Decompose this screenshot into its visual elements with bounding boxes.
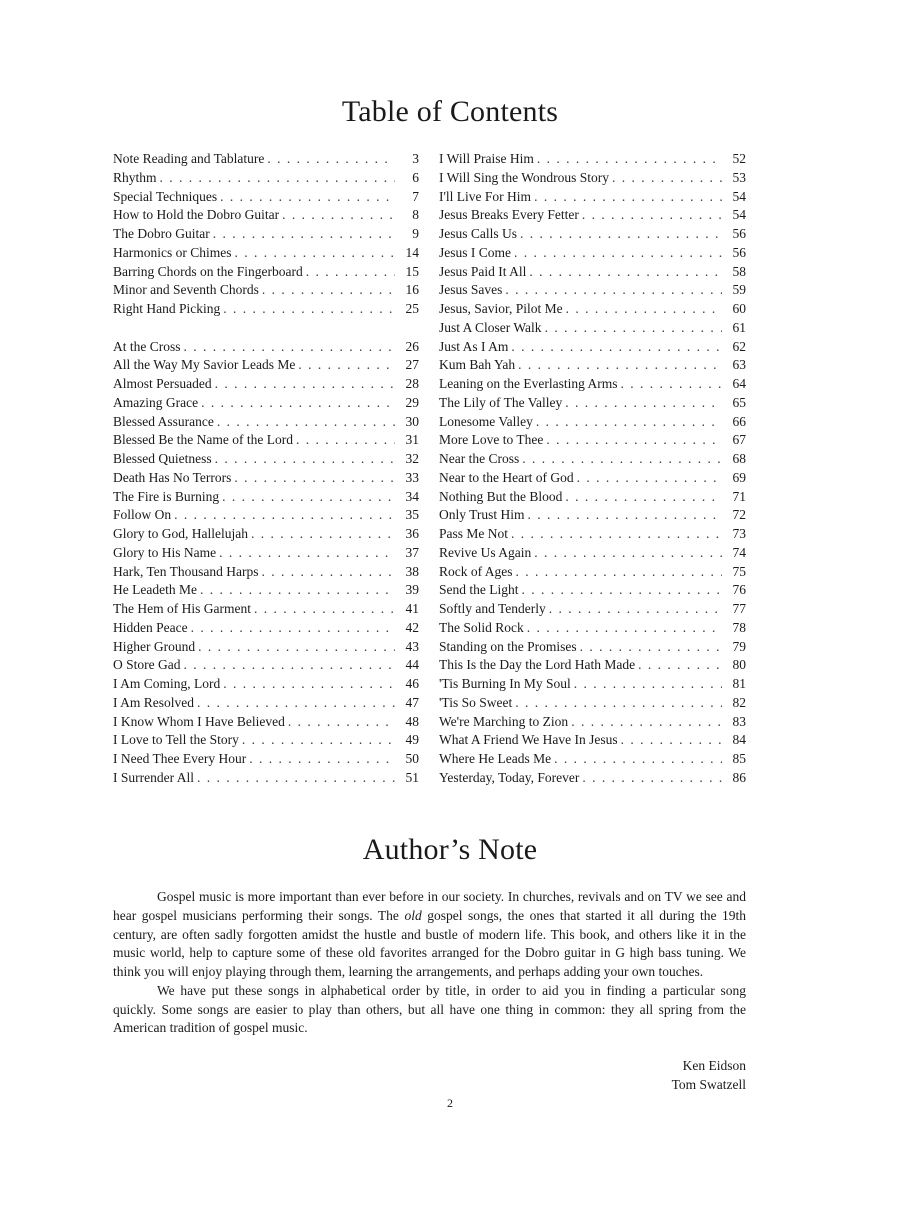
toc-entry-page: 65 <box>732 394 746 410</box>
toc-entry-title: Revive Us Again <box>439 544 532 560</box>
toc-entry-page: 85 <box>732 751 746 766</box>
toc-entry-page: 39 <box>405 582 419 598</box>
toc-entry <box>439 338 746 357</box>
toc-entry-page: 15 <box>405 263 419 279</box>
toc-entry-page: 86 <box>732 769 746 785</box>
toc-entry-page: 33 <box>405 469 419 485</box>
toc-entry-page: 80 <box>732 657 746 673</box>
toc-leader-dots <box>254 600 395 619</box>
toc-entry-title: Jesus Breaks Every Fetter <box>439 207 579 223</box>
toc-entry-title: Lonesome Valley <box>439 413 533 429</box>
toc-entry-title: Jesus I Come <box>439 244 511 260</box>
toc-leader-dots <box>571 713 722 732</box>
toc-entry-page: 16 <box>405 282 419 298</box>
toc-entry <box>439 281 746 300</box>
toc-entry-title: I Need Thee Every Hour <box>113 751 247 766</box>
toc-entry <box>439 244 746 263</box>
toc-leader-dots <box>518 356 722 375</box>
toc-leader-dots <box>298 356 395 375</box>
toc-entry-title: Rhythm <box>113 169 157 185</box>
toc-entry <box>113 338 419 357</box>
toc-entry-title: Standing on the Promises <box>439 638 577 654</box>
author-signature-1: Ken Eidson <box>682 1058 746 1073</box>
toc-entry-title: Where He Leads Me <box>439 751 552 766</box>
toc-leader-dots <box>516 563 723 582</box>
toc-entry <box>439 413 746 432</box>
toc-entry-title: At the Cross <box>113 338 181 354</box>
toc-entry-page: 82 <box>732 694 746 710</box>
toc-entry-title: Leaning on the Everlasting Arms <box>439 376 618 391</box>
toc-entry-title: The Solid Rock <box>439 619 524 635</box>
toc-entry-title: I Will Sing the Wondrous Story <box>439 169 610 185</box>
toc-entry-page: 83 <box>732 713 746 729</box>
toc-entry-page: 43 <box>405 638 419 654</box>
toc-entry-page: 37 <box>405 544 419 560</box>
toc-entry <box>439 694 746 713</box>
toc-leader-dots <box>577 469 722 488</box>
toc-leader-dots <box>215 375 395 394</box>
toc-entry-title: More Love to Thee <box>439 432 544 448</box>
toc-entry-page: 79 <box>732 638 746 654</box>
toc-entry-title: This Is the Day the Lord Hath Made <box>439 657 636 673</box>
toc-entry-page: 27 <box>405 357 419 373</box>
toc-entry-page: 49 <box>405 732 419 748</box>
toc-entry <box>439 394 746 413</box>
toc-leader-dots <box>267 150 395 169</box>
note-paragraph-2: We have put these songs in alphabetical order by title, in order to aid you in finding a particular song quickly. Some songs are easier to play than others, but all have one thing in common: they all spring from the American tradition of gospel music. <box>113 982 746 1036</box>
toc-entry-page: 35 <box>405 507 419 523</box>
toc-entry-title: Near the Cross <box>439 451 520 466</box>
toc-entry-page: 76 <box>732 582 746 598</box>
toc-entry-page: 56 <box>732 244 746 260</box>
toc-leader-dots <box>215 450 395 469</box>
toc-entry <box>439 319 746 338</box>
toc-entry-title: The Dobro Guitar <box>113 226 210 241</box>
toc-entry-title: O Store Gad <box>113 657 181 673</box>
toc-leader-dots <box>582 206 722 225</box>
toc-leader-dots <box>554 750 722 769</box>
toc-entry-page: 75 <box>732 563 746 579</box>
toc-entry-page: 46 <box>405 676 419 691</box>
toc-entry <box>113 488 419 507</box>
toc-entry <box>113 638 419 657</box>
toc-entry-title: 'Tis Burning In My Soul <box>439 676 571 691</box>
toc-leader-dots <box>223 675 395 694</box>
toc-entry <box>113 713 419 732</box>
toc-entry-page: 32 <box>405 451 419 466</box>
toc-leader-dots <box>262 563 395 582</box>
toc-entry-title: Blessed Quietness <box>113 451 212 466</box>
toc-entry <box>113 656 419 675</box>
toc-entry-page: 78 <box>732 619 746 635</box>
toc-leader-dots <box>520 225 722 244</box>
toc-entry <box>439 450 746 469</box>
toc-entry <box>113 769 419 788</box>
toc-entry-title: All the Way My Savior Leads Me <box>113 357 296 373</box>
toc-entry <box>113 188 419 207</box>
toc-entry <box>439 750 746 769</box>
toc-leader-dots <box>234 244 395 263</box>
toc-entry <box>113 563 419 582</box>
toc-entry-page: 72 <box>732 507 746 523</box>
toc-entry-title: Follow On <box>113 507 172 523</box>
toc-entry-title: Harmonics or Chimes <box>113 244 232 260</box>
toc-entry <box>439 469 746 488</box>
toc-entry <box>113 431 419 450</box>
toc-entry-page: 31 <box>405 432 419 448</box>
toc-leader-dots <box>545 319 722 338</box>
toc-entry-title: Jesus Saves <box>439 282 503 298</box>
toc-leader-dots <box>262 281 395 300</box>
toc-entry <box>439 431 746 450</box>
toc-entry-page: 41 <box>405 601 419 616</box>
toc-entry-title: I Am Resolved <box>113 694 194 710</box>
toc-entry-page: 36 <box>405 526 419 541</box>
toc-entry-page: 25 <box>405 301 419 316</box>
toc-entry <box>439 713 746 732</box>
toc-entry <box>113 694 419 713</box>
toc-leader-dots <box>515 694 722 713</box>
toc-entry-title: Blessed Be the Name of the Lord <box>113 432 293 448</box>
toc-leader-dots <box>198 638 395 657</box>
toc-entry-page: 54 <box>732 207 746 223</box>
toc-entry-title: Special Techniques <box>113 188 218 204</box>
toc-entry-title: I Will Praise Him <box>439 151 534 166</box>
toc-entry-page: 60 <box>732 301 746 316</box>
toc-entry <box>113 600 419 619</box>
toc-right-column <box>439 150 746 788</box>
toc-entry-page: 8 <box>412 207 419 223</box>
toc-songs-list-left <box>113 338 419 788</box>
toc-gap <box>113 319 419 338</box>
toc-leader-dots <box>223 300 395 319</box>
toc-entry <box>439 150 746 169</box>
toc-leader-dots <box>282 206 395 225</box>
toc-entry-page: 30 <box>405 413 419 429</box>
toc-entry <box>113 506 419 525</box>
toc-entry-page: 6 <box>412 169 419 185</box>
toc-entry-page: 54 <box>732 188 746 204</box>
toc-entry-title: Note Reading and Tablature <box>113 151 265 166</box>
toc-entry <box>439 188 746 207</box>
page-number: 2 <box>447 1096 453 1110</box>
toc-leader-dots <box>242 731 395 750</box>
toc-leader-dots <box>220 188 395 207</box>
toc-leader-dots <box>565 394 722 413</box>
toc-entry <box>439 544 746 563</box>
toc-entry <box>439 638 746 657</box>
toc-leader-dots <box>522 581 723 600</box>
toc-entry-title: What A Friend We Have In Jesus <box>439 732 618 748</box>
toc-entry-title: Only Trust Him <box>439 507 525 523</box>
toc-entry-page: 28 <box>405 376 419 391</box>
toc-entry <box>439 675 746 694</box>
note-paragraph-1: Gospel music is more important than ever before in our society. In churches, revivals and on TV we see and hear gospel musicians performing their songs. The old gospel songs, the ones that started it all during the 19th century, are often sadly forgotten amidst the hustle and bustle of modern life. This book, and others like it in the music world, help to capture some of these old favorites arranged for the Dobro guitar in G high bass tuning. We think you will enjoy playing through them, learning the arrangements, and perhaps adding your own touches. <box>113 889 746 979</box>
toc-entry-title: Barring Chords on the Fingerboard <box>113 263 303 279</box>
toc-entry <box>439 263 746 282</box>
toc-leader-dots <box>534 544 722 563</box>
toc-entry-page: 42 <box>405 619 419 635</box>
toc-entry <box>439 600 746 619</box>
toc-leader-dots <box>574 675 722 694</box>
toc-entry <box>439 656 746 675</box>
toc-entry-title: Hark, Ten Thousand Harps <box>113 563 259 579</box>
toc-entry-page: 66 <box>732 413 746 429</box>
toc-leader-dots <box>522 450 722 469</box>
toc-entry <box>439 225 746 244</box>
toc-entry-title: How to Hold the Dobro Guitar <box>113 207 280 223</box>
toc-entry-page: 29 <box>405 394 419 410</box>
toc-leader-dots <box>528 506 722 525</box>
toc-entry-page: 47 <box>405 694 419 710</box>
toc-entry-title: Blessed Assurance <box>113 413 214 429</box>
toc-entry-title: Just As I Am <box>439 338 509 354</box>
toc-entry-page: 61 <box>732 319 746 335</box>
toc-entry-page: 48 <box>405 713 419 729</box>
toc-leader-dots <box>219 544 395 563</box>
toc-entry-page: 77 <box>732 601 746 616</box>
toc-leader-dots <box>505 281 722 300</box>
toc-leader-dots <box>638 656 722 675</box>
toc-entry-title: Almost Persuaded <box>113 376 212 391</box>
toc-entry <box>439 619 746 638</box>
toc-entry-title: He Leadeth Me <box>113 582 197 598</box>
toc-entry <box>439 375 746 394</box>
toc-left-column <box>113 150 419 788</box>
toc-entry <box>113 281 419 300</box>
toc-entry-title: I'll Live For Him <box>439 188 532 204</box>
toc-entry-page: 14 <box>405 244 419 260</box>
toc-entry-page: 50 <box>405 751 419 766</box>
toc-entry-page: 58 <box>732 263 746 279</box>
toc-entry-title: Yesterday, Today, Forever <box>439 769 580 785</box>
toc-entry-title: Minor and Seventh Chords <box>113 282 259 298</box>
toc-entry-title: Right Hand Picking <box>113 301 221 316</box>
toc-leader-dots <box>184 338 396 357</box>
toc-leader-dots <box>197 769 395 788</box>
toc-entry-title: Higher Ground <box>113 638 196 654</box>
toc-leader-dots <box>511 338 722 357</box>
toc-leader-dots <box>621 731 722 750</box>
toc-entry-page: 53 <box>732 169 746 185</box>
toc-entry-title: Jesus, Savior, Pilot Me <box>439 301 563 316</box>
toc-entry-title: Rock of Ages <box>439 563 513 579</box>
toc-entry <box>439 300 746 319</box>
toc-entry <box>439 525 746 544</box>
toc-entry-title: Softly and Tenderly <box>439 601 546 616</box>
toc-entry-title: We're Marching to Zion <box>439 713 569 729</box>
toc-entry-page: 69 <box>732 469 746 485</box>
toc-entry <box>113 525 419 544</box>
toc-entry <box>113 206 419 225</box>
toc-leader-dots <box>549 600 722 619</box>
toc-leader-dots <box>184 656 396 675</box>
author-signature-2: Tom Swatzell <box>671 1077 746 1092</box>
toc-entry <box>113 225 419 244</box>
emphasis-old: old <box>404 907 422 923</box>
toc-leader-dots <box>288 713 395 732</box>
toc-entry-title: Nothing But the Blood <box>439 488 563 504</box>
toc-entry-page: 38 <box>405 563 419 579</box>
toc-entry-page: 7 <box>412 188 419 204</box>
toc-entry <box>439 506 746 525</box>
toc-leader-dots <box>536 413 722 432</box>
toc-entry-title: I Surrender All <box>113 769 194 785</box>
toc-entry <box>113 150 419 169</box>
toc-entry-title: Send the Light <box>439 582 519 598</box>
toc-leader-dots <box>222 488 395 507</box>
toc-leader-dots <box>306 263 395 282</box>
toc-leader-dots <box>200 581 395 600</box>
toc-entry-title: Death Has No Terrors <box>113 469 232 485</box>
toc-entry-title: Pass Me Not <box>439 526 509 541</box>
toc-leader-dots <box>529 263 722 282</box>
toc-leader-dots <box>511 525 722 544</box>
toc-entry <box>439 769 746 788</box>
toc-leader-dots <box>197 694 395 713</box>
toc-entry <box>113 581 419 600</box>
toc-leader-dots <box>234 469 395 488</box>
toc-entry-page: 51 <box>405 769 419 785</box>
toc-leader-dots <box>217 413 395 432</box>
toc-entry-title: The Hem of His Garment <box>113 601 251 616</box>
toc-heading: Table of Contents <box>341 95 559 128</box>
toc-leader-dots <box>201 394 395 413</box>
toc-entry-title: Just A Closer Walk <box>439 319 542 335</box>
toc-entry-page: 62 <box>732 338 746 354</box>
toc-leader-dots <box>249 750 395 769</box>
toc-entry-page: 52 <box>732 151 746 166</box>
toc-leader-dots <box>514 244 722 263</box>
toc-entry <box>113 244 419 263</box>
toc-entry <box>113 300 419 319</box>
toc-entry-page: 64 <box>732 376 746 391</box>
toc-entry-page: 74 <box>732 544 746 560</box>
authors-note-body <box>113 888 746 1038</box>
toc-entry <box>113 394 419 413</box>
toc-entry-page: 59 <box>732 282 746 298</box>
toc-entry <box>113 356 419 375</box>
toc-entry-page: 63 <box>732 357 746 373</box>
toc-entry-title: 'Tis So Sweet <box>439 694 513 710</box>
toc-leader-dots <box>527 619 722 638</box>
toc-entry-page: 71 <box>732 488 746 504</box>
toc-entry <box>439 356 746 375</box>
toc-entry-title: Near to the Heart of God <box>439 469 574 485</box>
toc-entry-title: Kum Bah Yah <box>439 357 516 373</box>
toc-entry <box>439 581 746 600</box>
toc-entry <box>439 488 746 507</box>
toc-entry-title: I Am Coming, Lord <box>113 676 221 691</box>
toc-entry-page: 73 <box>732 526 746 541</box>
toc-entry <box>113 469 419 488</box>
toc-entry <box>439 206 746 225</box>
toc-entry <box>439 169 746 188</box>
toc-entry-page: 68 <box>732 451 746 466</box>
toc-entry-title: The Fire is Burning <box>113 488 220 504</box>
toc-entry <box>113 450 419 469</box>
toc-entry <box>113 750 419 769</box>
toc-entry-page: 9 <box>412 226 419 241</box>
toc-entry-page: 26 <box>405 338 419 354</box>
toc-leader-dots <box>566 300 722 319</box>
toc-entry <box>113 675 419 694</box>
toc-entry-title: I Know Whom I Have Believed <box>113 713 285 729</box>
toc-leader-dots <box>537 150 722 169</box>
toc-leader-dots <box>534 188 722 207</box>
toc-entry-page: 44 <box>405 657 419 673</box>
toc-leader-dots <box>191 619 395 638</box>
toc-entry-title: Jesus Paid It All <box>439 263 527 279</box>
toc-leader-dots <box>160 169 395 188</box>
toc-entry <box>113 544 419 563</box>
toc-entry-page: 67 <box>732 432 746 448</box>
toc-leader-dots <box>582 769 722 788</box>
toc-entry-title: I Love to Tell the Story <box>113 732 239 748</box>
toc-leader-dots <box>174 506 395 525</box>
toc-entry <box>113 263 419 282</box>
toc-intro-list <box>113 150 419 319</box>
toc-leader-dots <box>565 488 722 507</box>
toc-entry <box>439 563 746 582</box>
toc-entry-page: 56 <box>732 226 746 241</box>
toc-entry-title: Hidden Peace <box>113 619 188 635</box>
toc-leader-dots <box>251 525 395 544</box>
toc-entry-title: Amazing Grace <box>113 394 199 410</box>
toc-entry <box>113 169 419 188</box>
toc-entry <box>439 731 746 750</box>
toc-leader-dots <box>213 225 395 244</box>
toc-entry-page: 84 <box>732 732 746 748</box>
toc-songs-list-right <box>439 150 746 788</box>
toc-entry-page: 3 <box>412 151 419 166</box>
toc-entry-page: 34 <box>405 488 419 504</box>
authors-note-heading: Author’s Note <box>362 833 538 866</box>
toc-leader-dots <box>580 638 722 657</box>
toc-leader-dots <box>620 375 722 394</box>
toc-entry <box>113 731 419 750</box>
toc-entry <box>113 413 419 432</box>
toc-entry <box>113 375 419 394</box>
toc-entry-title: Glory to God, Hallelujah <box>113 526 248 541</box>
toc-entry-page: 81 <box>732 676 746 691</box>
toc-leader-dots <box>296 431 395 450</box>
toc-entry-title: Jesus Calls Us <box>439 226 518 241</box>
toc-leader-dots <box>546 431 722 450</box>
toc-entry-title: The Lily of The Valley <box>439 394 563 410</box>
toc-leader-dots <box>612 169 722 188</box>
toc-entry <box>113 619 419 638</box>
toc-entry-title: Glory to His Name <box>113 544 217 560</box>
